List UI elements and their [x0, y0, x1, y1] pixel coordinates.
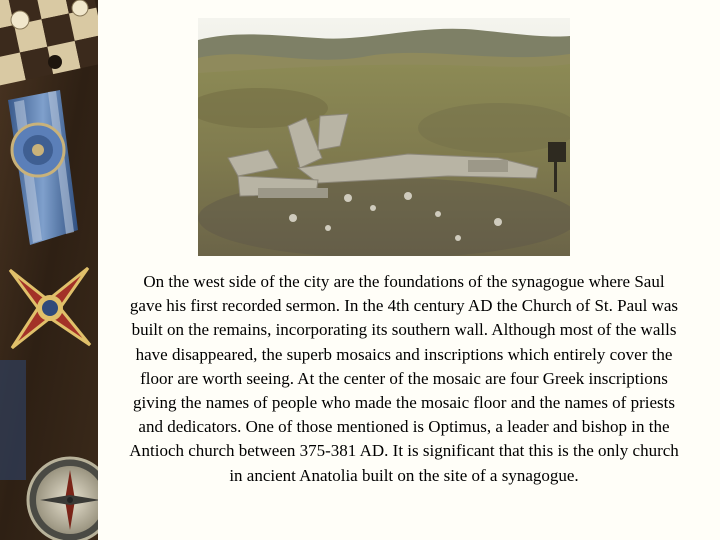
slide-body-text: On the west side of the city are the foundations of the synagogue where Saul gave his first recorded sermon. In the 4th century AD the Church of St. Paul was built on the remains, incorporating its southern wall. Although most of the walls have disappeared, the superb mosaics and inscriptions which entirely cover the floor are worth seeing. At the center of the mosaic are four Greek inscriptions giving the names of people who made the mosaic floor and the names of priests and dedicators. One of those mentioned is Optimus, a leader and bishop in the Antioch church between 375-381 AD. It is significant that this is the only church in ancient Anatolia built on the site of a synagogue. — [129, 272, 679, 485]
compass-icon — [28, 458, 98, 540]
synagogue-foundations-photo — [198, 18, 570, 256]
decorative-sidebar — [0, 0, 98, 540]
